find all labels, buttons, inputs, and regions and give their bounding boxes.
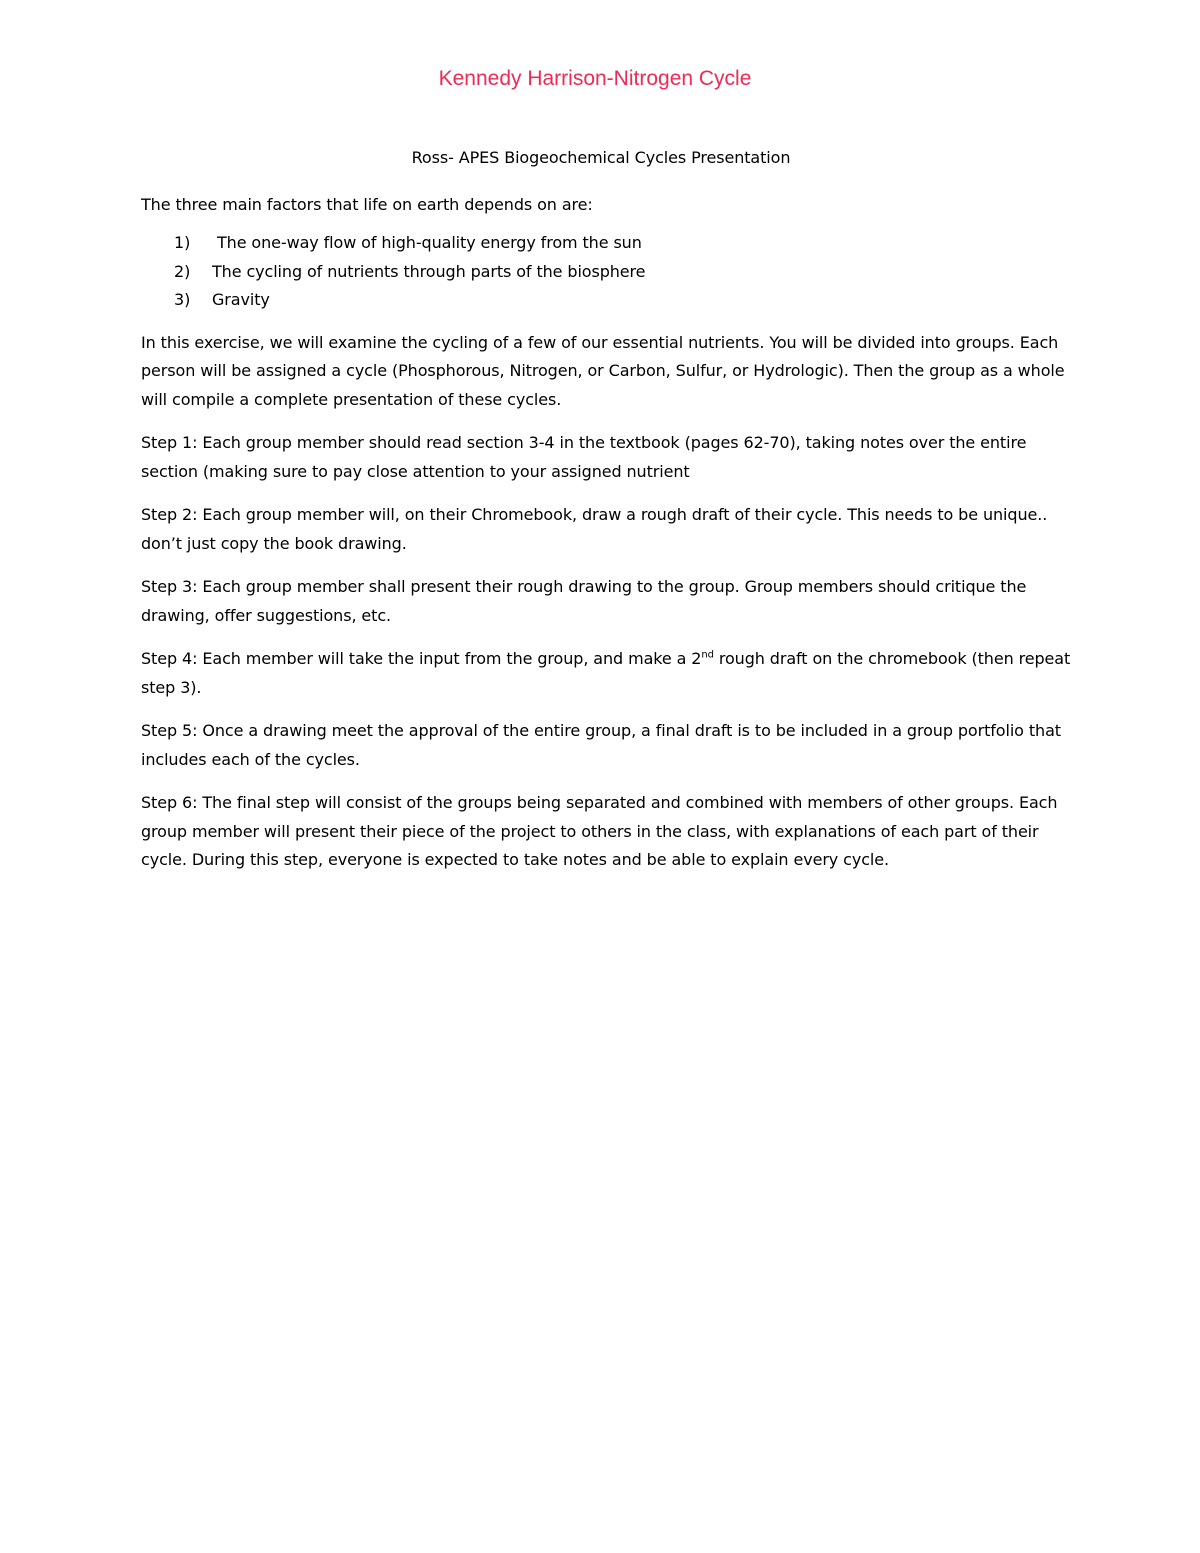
intro-text: The three main factors that life on earth depends on are: [141,194,593,214]
list-item-text: The one-way flow of high-quality energy from the sun [212,233,642,252]
step-2-paragraph: Step 2: Each group member will, on their Chromebook, draw a rough draft of their cycle. This needs to be unique.. don’t just copy the book drawing. [141,505,1048,553]
step-1-paragraph: Step 1: Each group member should read section 3-4 in the textbook (pages 62-70), taking notes over the entire section (making sure to pay close attention to your assigned nutrient [141,433,1027,481]
list-item-number: 1) [174,233,191,252]
step-4-text-start: Step 4: Each member will take the input from the group, and make a 2 [141,649,702,668]
factors-list [141,229,1071,315]
list-item [174,229,1071,258]
step-4-ordinal-suffix: nd [701,649,714,661]
list-item-text: The cycling of nutrients through parts of the biosphere [212,261,646,281]
list-item-text: Gravity [212,290,270,309]
step-4-paragraph [141,645,1071,702]
list-item-number: 2) [174,261,191,281]
document-title: Ross- APES Biogeochemical Cycles Presentation [411,148,791,167]
list-item [174,258,1071,287]
step-4-text-end: rough draft on the chromebook (then repeat step 3). [141,649,1071,697]
step-3-paragraph: Step 3: Each group member shall present their rough drawing to the group. Group members should critique the drawing, offer suggestions, etc. [141,577,1027,625]
header-note: Kennedy Harrison-Nitrogen Cycle [438,67,752,90]
document-body [141,144,1071,890]
step-6-paragraph: Step 6: The final step will consist of the groups being separated and combined with members of other groups. Each group member will present their piece of the project to others in the class, with explanations of each part of their cycle. During this step, everyone is expected to take notes and be able to explain every cycle. [141,793,1058,869]
exercise-paragraph: In this exercise, we will examine the cycling of a few of our essential nutrients. You will be divided into groups. Each person will be assigned a cycle (Phosphorous, Nitrogen, or Carbon, Sulfur, or Hydrologic). Then the group as a whole will compile a complete presentation of these cycles. [141,332,1065,409]
step-5-paragraph: Step 5: Once a drawing meet the approval of the entire group, a final draft is to be included in a group portfolio that includes each of the cycles. [141,721,1061,769]
list-item-number: 3) [174,290,191,309]
list-item [174,286,1071,315]
